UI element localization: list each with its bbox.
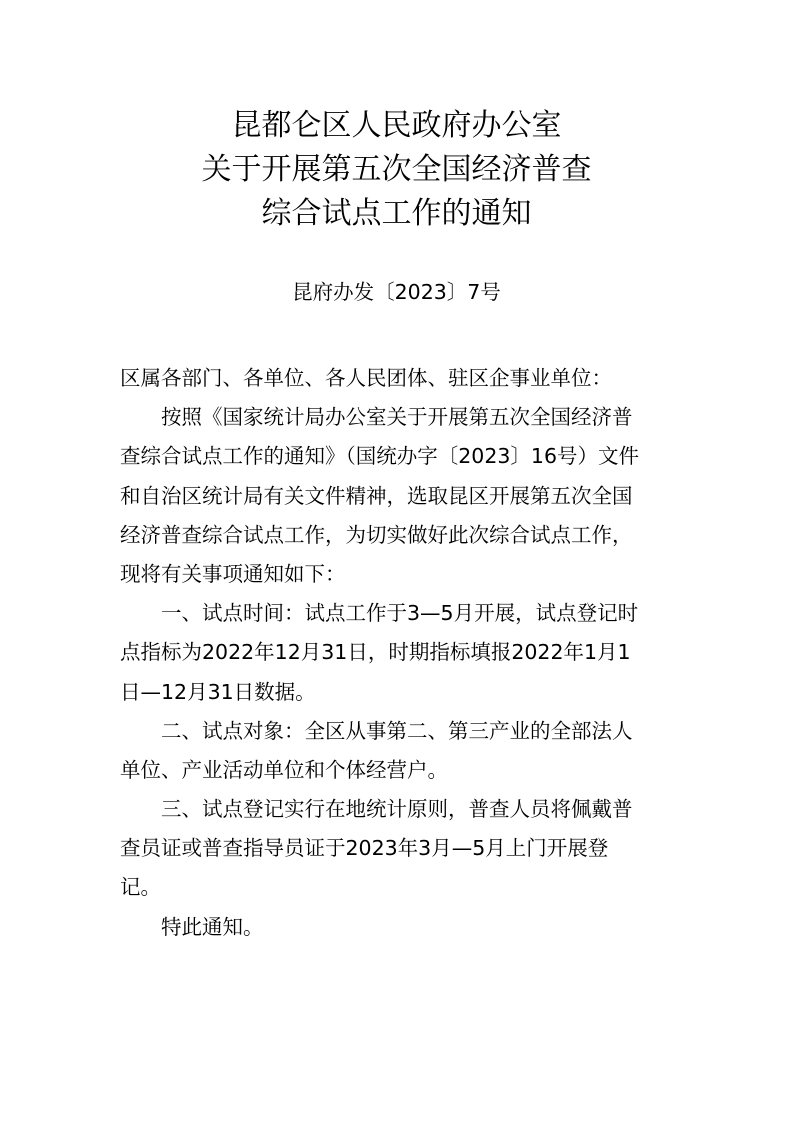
body-line-1: 按照《国家统计局办公室关于开展第五次全国经济普 bbox=[161, 405, 633, 430]
document-body bbox=[120, 359, 676, 947]
addressee: 区属各部门、各单位、各人民团体、驻区企事业单位： bbox=[120, 366, 612, 390]
body-line-7: 点指标为2022年12月31日，时期指标填报2022年1月1 bbox=[120, 640, 631, 665]
body-line-8: 日—12月31日数据。 bbox=[120, 679, 316, 704]
document-number: 昆府办发〔2023〕7号 bbox=[292, 280, 501, 304]
body-line-13: 记。 bbox=[120, 875, 161, 900]
body-line-11: 三、试点登记实行在地统计原则，普查人员将佩戴普 bbox=[161, 797, 633, 822]
body-line-14: 特此通知。 bbox=[161, 914, 264, 939]
body-line-9: 二、试点对象：全区从事第二、第三产业的全部法人 bbox=[161, 718, 633, 743]
body-line-3: 和自治区统计局有关文件精神，选取昆区开展第五次全国 bbox=[120, 483, 633, 508]
body-line-4: 经济普查综合试点工作，为切实做好此次综合试点工作， bbox=[120, 522, 633, 547]
body-line-2: 查综合试点工作的通知》（国统办字〔2023〕16号）文件 bbox=[120, 444, 640, 469]
body-line-10: 单位、产业活动单位和个体经营户。 bbox=[120, 757, 448, 782]
document-title bbox=[0, 104, 793, 236]
body-line-6: 一、试点时间：试点工作于3—5月开展，试点登记时 bbox=[161, 601, 639, 626]
body-line-12: 查员证或普查指导员证于2023年3月—5月上门开展登 bbox=[120, 836, 609, 861]
title-line-2: 关于开展第五次全国经济普查 bbox=[201, 152, 592, 187]
body-line-5: 现将有关事项通知如下： bbox=[120, 561, 346, 586]
title-line-3: 综合试点工作的通知 bbox=[261, 196, 532, 231]
title-line-1: 昆都仑区人民政府办公室 bbox=[231, 108, 562, 143]
